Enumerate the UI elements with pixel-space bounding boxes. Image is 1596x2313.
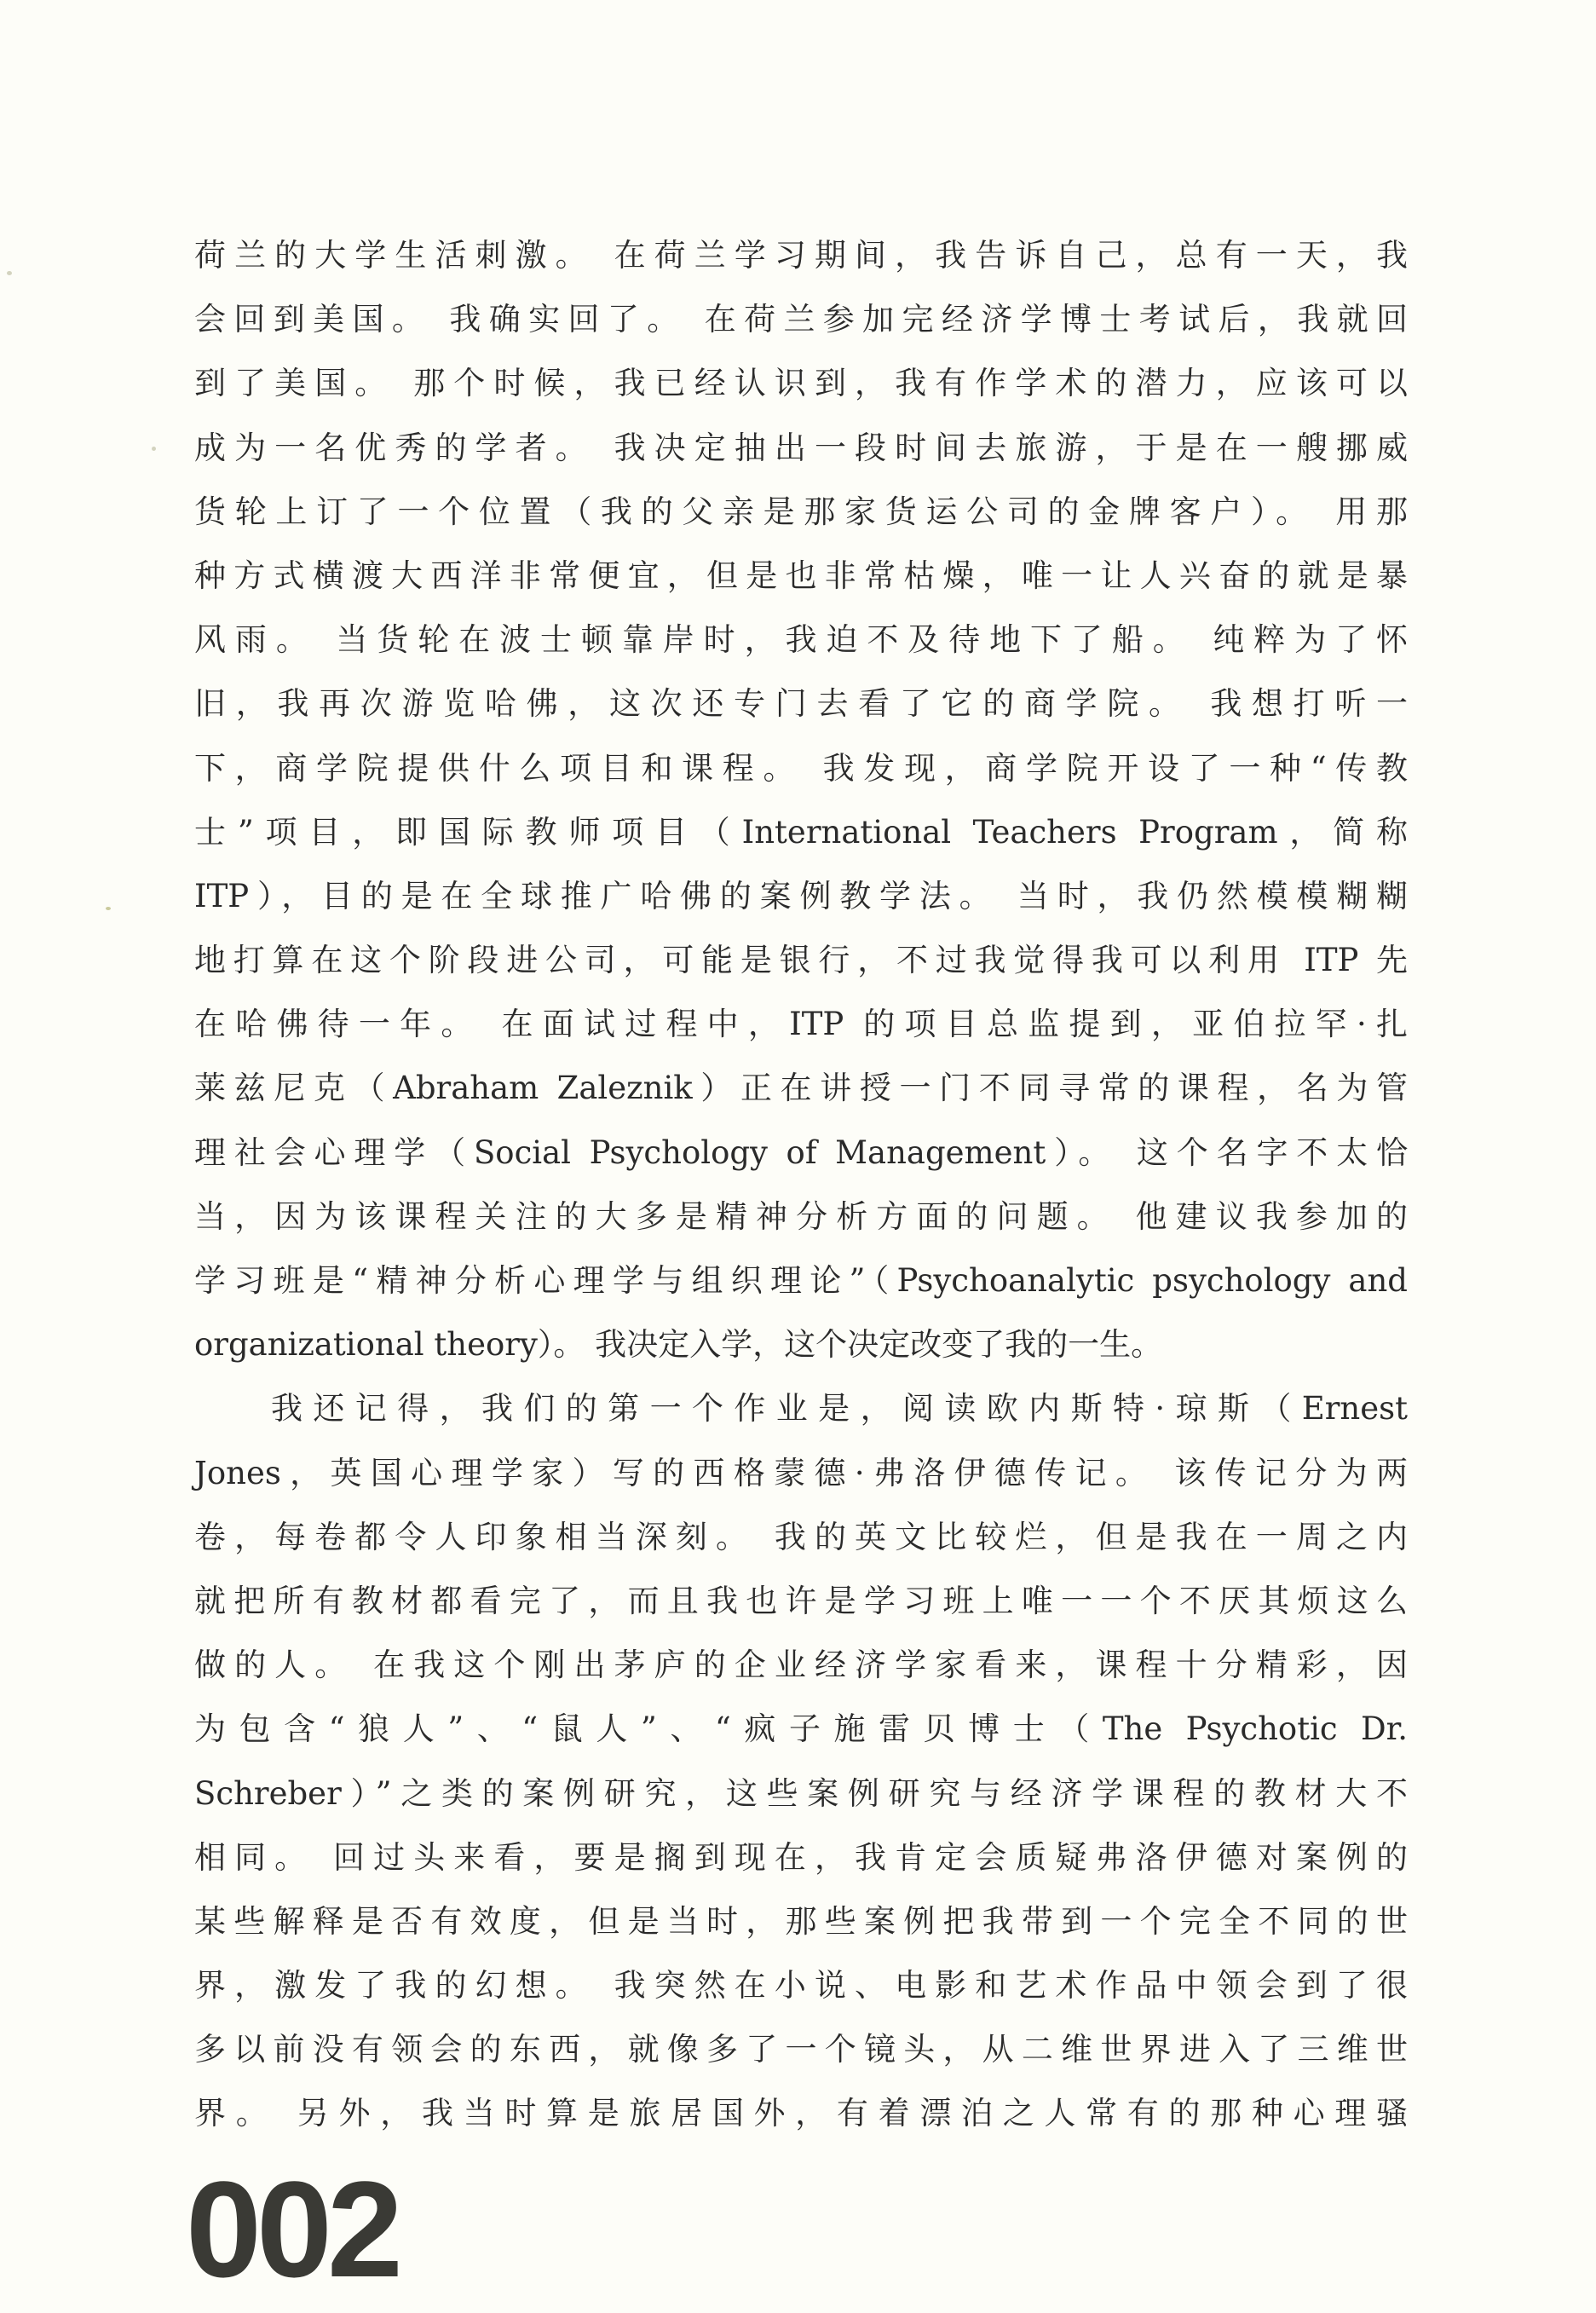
text-line-indented: 我还记得，我们的第一个作业是，阅读欧内斯特·琼斯（Ernest <box>271 1390 1408 1428</box>
text-line: Schreber）”之类的案例研究，这些案例研究与经济学课程的教材大不 <box>194 1774 1408 1812</box>
scan-speck <box>106 907 111 910</box>
text-line: 荷兰的大学生活刺激。 在荷兰学习期间，我告诉自己，总有一天，我 <box>194 237 1408 274</box>
text-line: 理社会心理学（Social Psychology of Management）。 这个名字不太恰 <box>194 1133 1408 1171</box>
text-line: 下，商学院提供什么项目和课程。 我发现，商学院开设了一种“传教 <box>194 749 1408 787</box>
text-line: 风雨。 当货轮在波士顿靠岸时，我迫不及待地下了船。 纯粹为了怀 <box>194 621 1408 659</box>
text-line: 学习班是“精神分析心理学与组织理论”（Psychoanalytic psychology and <box>194 1262 1408 1299</box>
text-line: 种方式横渡大西洋非常便宜，但是也非常枯燥，唯一让人兴奋的就是暴 <box>194 557 1408 594</box>
text-line: organizational theory）。 我决定入学，这个决定改变了我的一生。 <box>194 1326 1163 1364</box>
text-line: 相同。 回过头来看，要是搁到现在，我肯定会质疑弗洛伊德对案例的 <box>194 1838 1408 1876</box>
text-line: Jones，英国心理学家）写的西格蒙德·弗洛伊德传记。 该传记分为两 <box>194 1454 1408 1491</box>
text-line: 当，因为该课程关注的大多是精神分析方面的问题。 他建议我参加的 <box>194 1197 1408 1235</box>
paragraph-2 <box>194 1376 1408 2145</box>
text-line: 地打算在这个阶段进公司，可能是银行，不过我觉得我可以利用 ITP 先 <box>194 942 1408 979</box>
text-line: 莱兹尼克（Abraham Zaleznik）正在讲授一门不同寻常的课程，名为管 <box>194 1070 1408 1107</box>
text-line: 界。 另外，我当时算是旅居国外，有着漂泊之人常有的那种心理骚 <box>194 2095 1408 2132</box>
text-line: 某些解释是否有效度，但是当时，那些案例把我带到一个完全不同的世 <box>194 1902 1408 1940</box>
text-line: 货轮上订了一个位置（我的父亲是那家货运公司的金牌客户）。 用那 <box>194 493 1408 530</box>
paragraph-1 <box>194 223 1408 1376</box>
text-line: 界，激发了我的幻想。 我突然在小说、电影和艺术作品中领会到了很 <box>194 1967 1408 2004</box>
page-number: 002 <box>186 2153 398 2305</box>
text-line: 多以前没有领会的东西，就像多了一个镜头，从二维世界进入了三维世 <box>194 2031 1408 2068</box>
text-line: 为包含“狼人”、“鼠人”、“疯子施雷贝博士（The Psychotic Dr. <box>194 1710 1408 1748</box>
text-line: 卷，每卷都令人印象相当深刻。 我的英文比较烂，但是我在一周之内 <box>194 1518 1408 1555</box>
text-line: ITP），目的是在全球推广哈佛的案例教学法。 当时，我仍然模模糊糊 <box>194 877 1408 914</box>
text-line: 就把所有教材都看完了，而且我也许是学习班上唯一一个不厌其烦这么 <box>194 1582 1408 1619</box>
text-line: 士”项目，即国际教师项目（International Teachers Program，简称 <box>194 813 1408 851</box>
text-line: 成为一名优秀的学者。 我决定抽出一段时间去旅游，于是在一艘挪威 <box>194 429 1408 466</box>
text-line: 做的人。 在我这个刚出茅庐的企业经济学家看来，课程十分精彩，因 <box>194 1647 1408 1684</box>
scan-speck <box>7 271 12 275</box>
text-line: 在哈佛待一年。 在面试过程中，ITP 的项目总监提到，亚伯拉罕·扎 <box>194 1006 1408 1043</box>
text-line: 到了美国。 那个时候，我已经认识到，我有作学术的潜力，应该可以 <box>194 365 1408 402</box>
body-text <box>194 223 1408 2146</box>
text-line: 旧，我再次游览哈佛，这次还专门去看了它的商学院。 我想打听一 <box>194 685 1408 723</box>
text-line: 会回到美国。 我确实回了。 在荷兰参加完经济学博士考试后，我就回 <box>194 301 1408 338</box>
scan-speck <box>152 447 156 451</box>
